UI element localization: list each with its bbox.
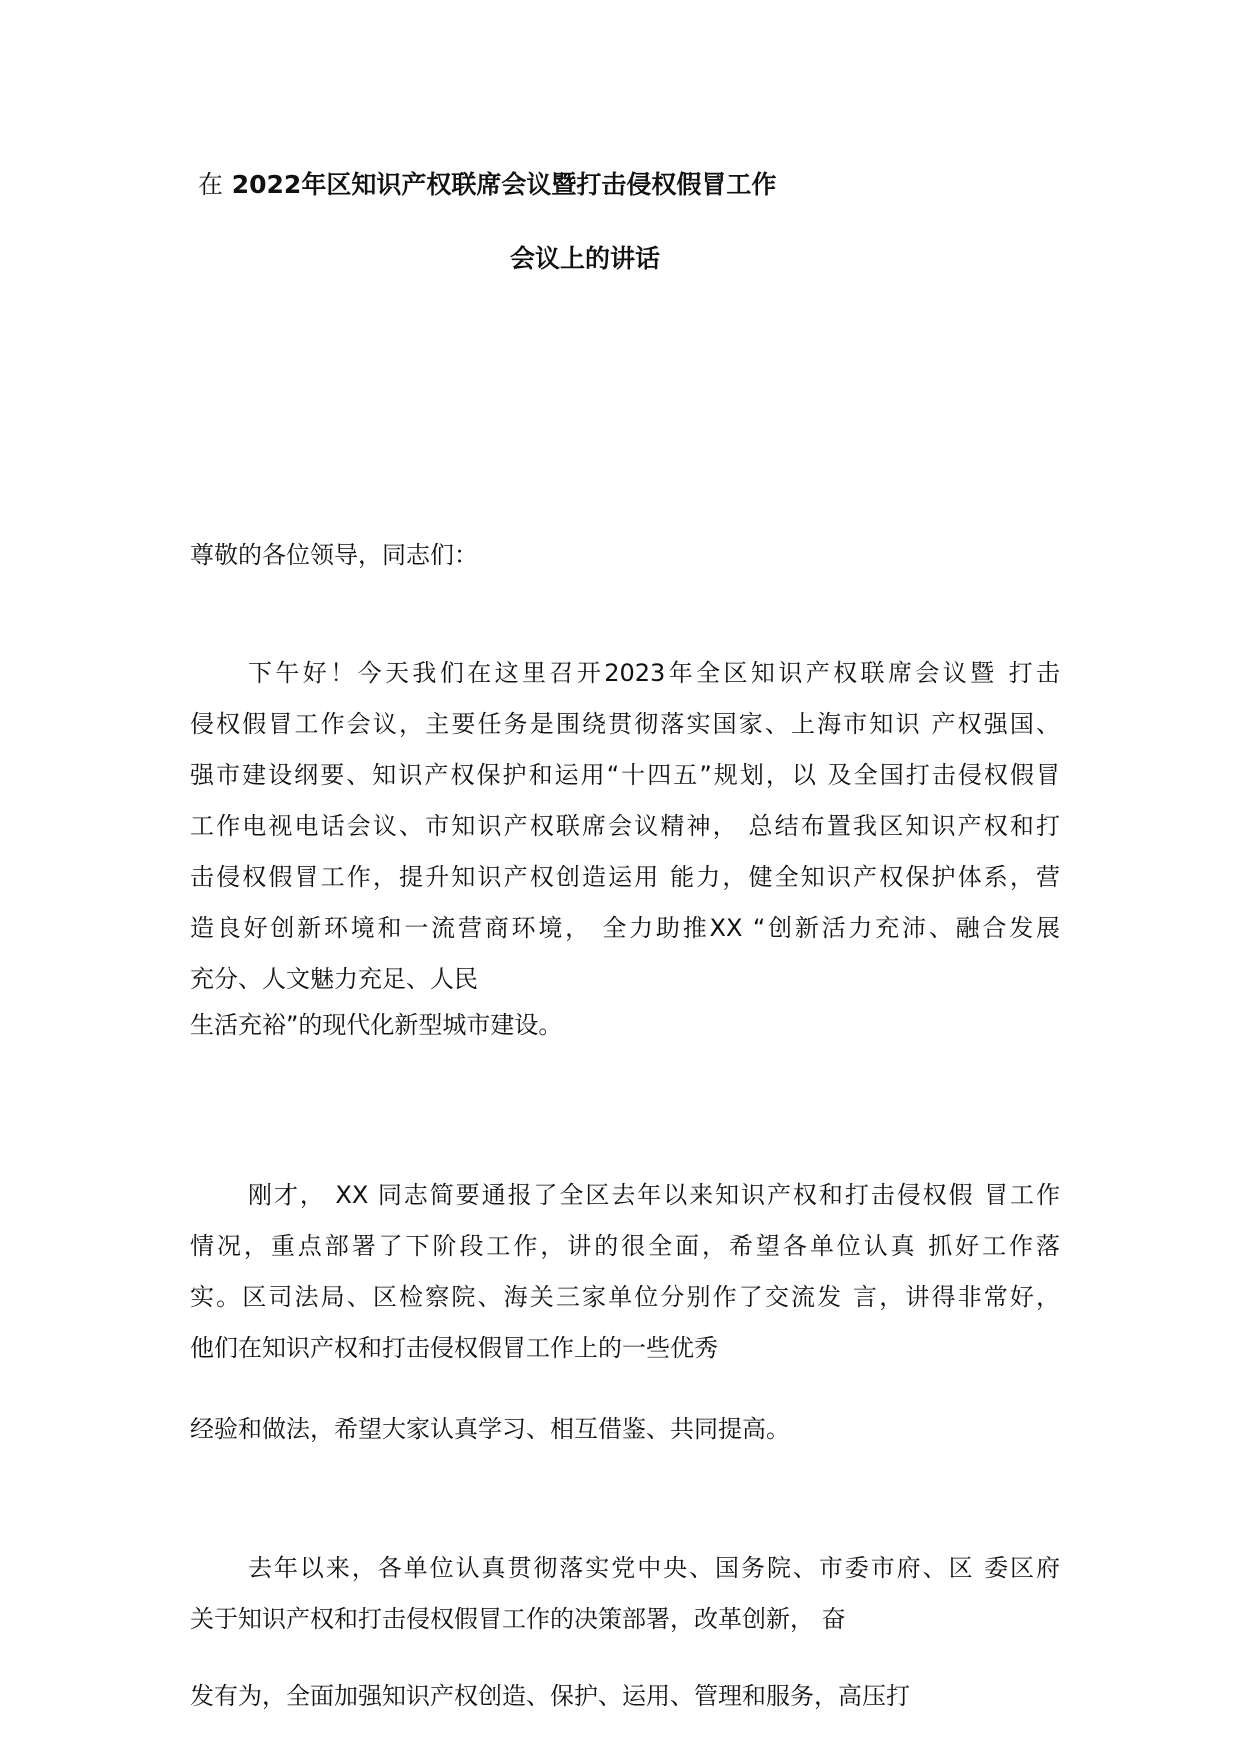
paragraph-line: 工作电视电话会议、市知识产权联席会议精神， 总结布置我区知识产权和打 bbox=[190, 812, 1060, 840]
paragraph-line: 充分、人文魅力充足、人民 bbox=[190, 965, 478, 993]
document-title-line-1 bbox=[198, 170, 776, 200]
paragraph-line: 生活充裕”的现代化新型城市建设。 bbox=[190, 1011, 563, 1039]
paragraph-line: 经验和做法，希望大家认真学习、相互借鉴、共同提高。 bbox=[190, 1415, 790, 1443]
paragraph-line: 情况，重点部署了下阶段工作，讲的很全面，希望各单位认真 抓好工作落 bbox=[190, 1232, 1060, 1260]
paragraph-line: 造良好创新环境和一流营商环境， 全力助推XX “创新活力充沛、融合发展 bbox=[190, 914, 1060, 942]
paragraph-line: 去年以来，各单位认真贯彻落实党中央、国务院、市委市府、区 委区府 bbox=[248, 1554, 1060, 1582]
paragraph-1 bbox=[190, 648, 1060, 1005]
title-prefix: 在 bbox=[198, 170, 224, 199]
paragraph-line: 发有为，全面加强知识产权创造、保护、运用、管理和服务，高压打 bbox=[190, 1682, 910, 1710]
paragraph-line: 侵权假冒工作会议，主要任务是围绕贯彻落实国家、上海市知识 产权强国、 bbox=[190, 710, 1060, 738]
paragraph-2-continuation bbox=[190, 1404, 1060, 1455]
document-title-line-2: 会议上的讲话 bbox=[510, 244, 661, 273]
paragraph-line: 他们在知识产权和打击侵权假冒工作上的一些优秀 bbox=[190, 1334, 718, 1362]
paragraph-2 bbox=[190, 1170, 1060, 1374]
paragraph-line: 关于知识产权和打击侵权假冒工作的决策部署，改革创新， 奋 bbox=[190, 1605, 846, 1633]
paragraph-3-continuation bbox=[190, 1671, 1060, 1722]
paragraph-line: 刚才， XX 同志简要通报了全区去年以来知识产权和打击侵权假 冒工作 bbox=[248, 1181, 1060, 1209]
paragraph-line: 下午好！今天我们在这里召开2023年全区知识产权联席会议暨 打击 bbox=[248, 659, 1060, 687]
paragraph-line: 实。区司法局、区检察院、海关三家单位分别作了交流发 言，讲得非常好， bbox=[190, 1283, 1060, 1311]
greeting: 尊敬的各位领导，同志们： bbox=[190, 541, 478, 569]
paragraph-3 bbox=[190, 1543, 1060, 1645]
paragraph-line: 强市建设纲要、知识产权保护和运用“十四五”规划，以 及全国打击侵权假冒 bbox=[190, 761, 1060, 789]
title-main: 2022年区知识产权联席会议暨打击侵权假冒工作 bbox=[231, 170, 777, 199]
paragraph-1-continuation bbox=[190, 1000, 1060, 1051]
paragraph-line: 击侵权假冒工作，提升知识产权创造运用 能力，健全知识产权保护体系，营 bbox=[190, 863, 1060, 891]
